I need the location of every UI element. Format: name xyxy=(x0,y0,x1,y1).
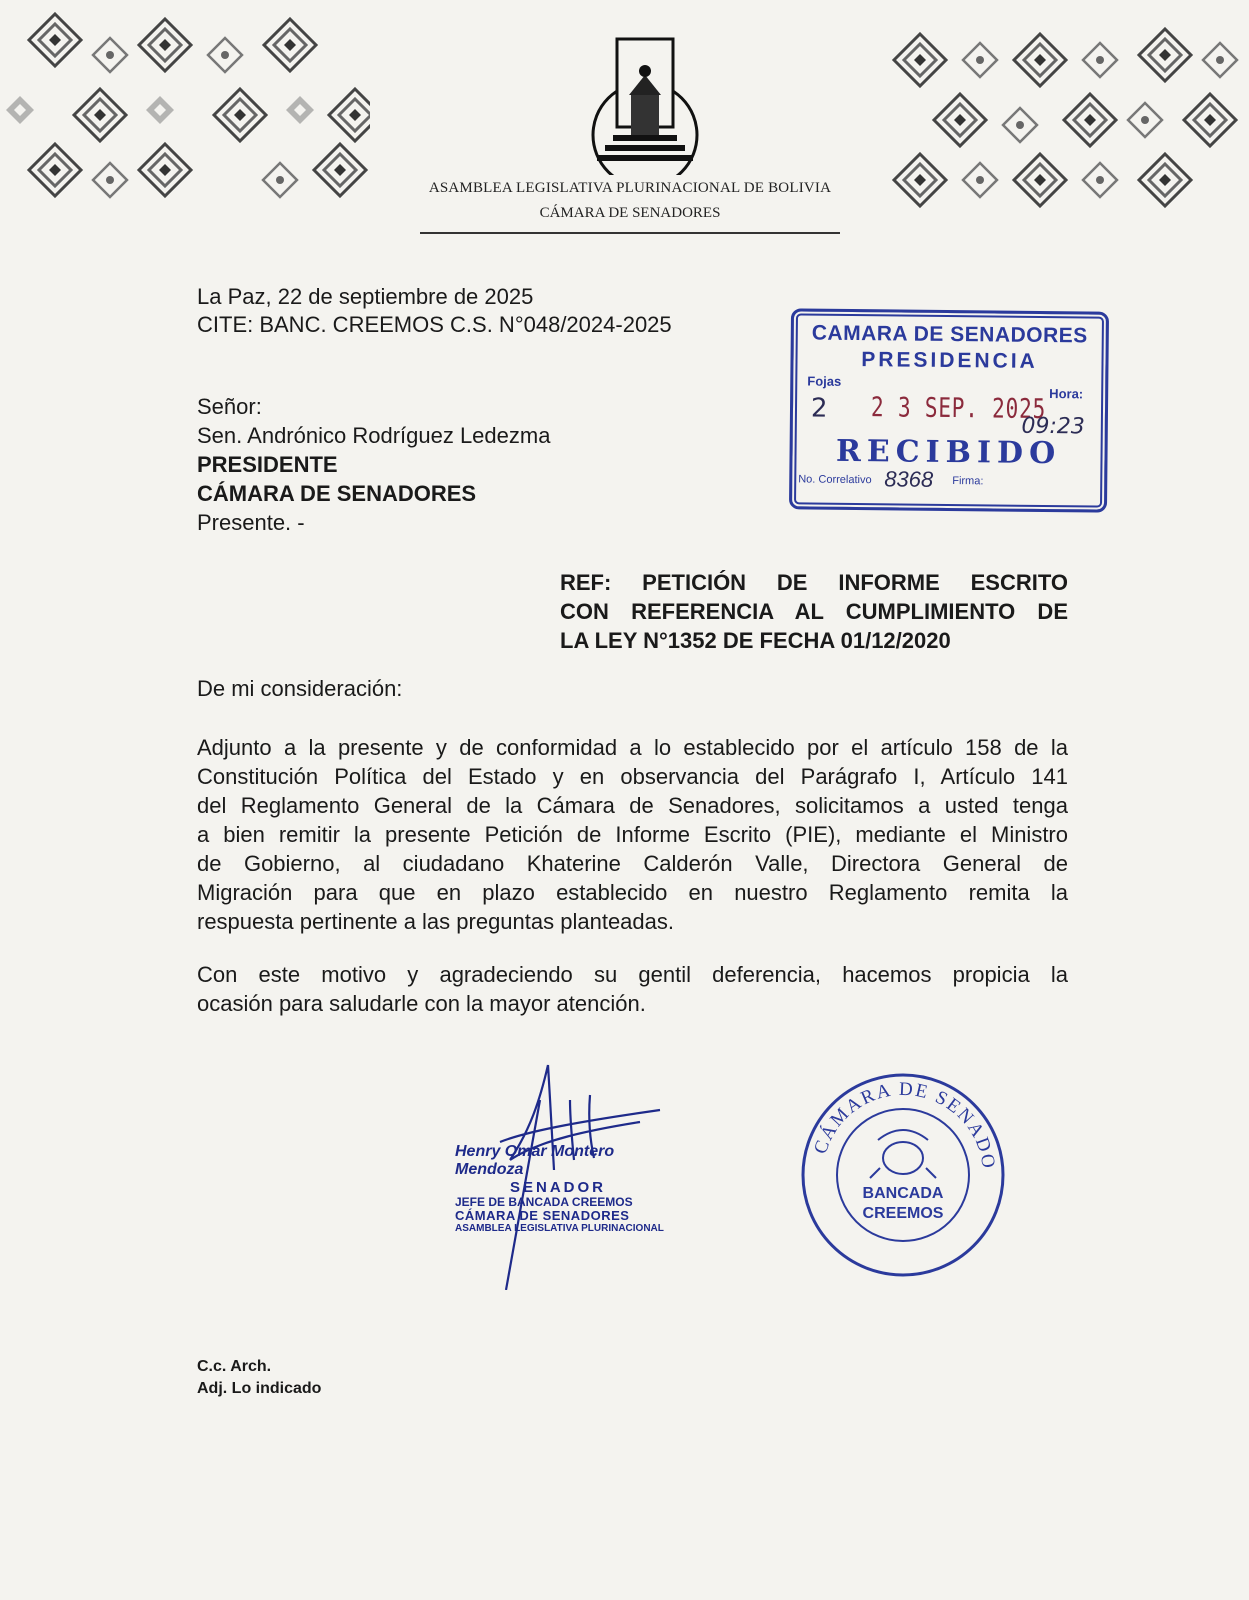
round-stamp-center-line2: CREEMOS xyxy=(862,1205,944,1222)
header-pattern-left xyxy=(0,0,370,230)
closing-line: Con este motivo y agradeciendo su gentil deferencia, hacemos propicia la xyxy=(197,962,1068,987)
reference-line-3: LA LEY N°1352 DE FECHA 01/12/2020 xyxy=(560,628,951,653)
place-date: La Paz, 22 de septiembre de 2025 xyxy=(197,284,534,309)
cc-note: C.c. Arch. xyxy=(197,1358,272,1375)
recipient-title: PRESIDENTE xyxy=(197,452,338,477)
stamp-fojas-value: 2 xyxy=(810,393,828,424)
stamp-chamber: CAMARA DE SENADORES xyxy=(811,321,1088,348)
signer-assembly: ASAMBLEA LEGISLATIVA PLURINACIONAL xyxy=(455,1223,664,1234)
body-line: Constitución Política del Estado y en observancia del Parágrafo I, Artículo 141 xyxy=(197,764,1068,789)
signer-role: SENADOR xyxy=(510,1179,607,1196)
body-line: de Gobierno, al ciudadano Khaterine Calderón Valle, Directora General de xyxy=(197,851,1068,876)
presente: Presente. - xyxy=(197,510,305,535)
stamp-firma-label: Firma: xyxy=(952,475,984,488)
chamber-name: CÁMARA DE SENADORES xyxy=(539,205,721,221)
body-paragraph xyxy=(197,733,1068,936)
stamp-presidency: PRESIDENCIA xyxy=(861,348,1038,373)
legislative-emblem xyxy=(585,35,705,175)
salutation: Señor: xyxy=(197,394,262,419)
cite-reference: CITE: BANC. CREEMOS C.S. N°048/2024-2025 xyxy=(197,312,672,337)
attachment-note: Adj. Lo indicado xyxy=(197,1380,322,1397)
bancada-round-stamp xyxy=(798,1070,1008,1280)
header-pattern-right xyxy=(880,0,1249,230)
closing-paragraph xyxy=(197,960,1068,1018)
body-line: a bien remitir la presente Petición de Informe Escrito (PIE), mediante el Ministro xyxy=(197,822,1068,847)
header-divider xyxy=(420,232,840,234)
signature-block xyxy=(455,1143,675,1235)
signer-name: Henry Omar Montero Mendoza xyxy=(455,1143,615,1178)
reference-block xyxy=(560,568,1068,655)
stamp-correlativo-label: No. Correlativo xyxy=(798,473,872,487)
body-line: Adjunto a la presente y de conformidad a lo establecido por el artículo 158 de la xyxy=(197,735,1068,760)
received-stamp xyxy=(789,308,1109,512)
svg-text:CÁMARA DE SENADORES xyxy=(798,1070,999,1171)
recipient-name: Sen. Andrónico Rodríguez Ledezma xyxy=(197,423,551,448)
greeting: De mi consideración: xyxy=(197,676,403,701)
stamp-recibido: RECIBIDO xyxy=(835,433,1062,472)
stamp-hora-label: Hora: xyxy=(1049,386,1084,402)
body-line: Migración para que en plazo establecido en nuestro Reglamento remita la xyxy=(197,880,1068,905)
stamp-date: 2 3 SEP. 2025 xyxy=(870,392,1047,426)
signer-chamber: CÁMARA DE SENADORES xyxy=(455,1208,630,1223)
body-line: respuesta pertinente a las preguntas planteadas. xyxy=(197,909,674,934)
reference-line-2: CON REFERENCIA AL CUMPLIMIENTO DE xyxy=(560,599,1068,624)
recipient-chamber: CÁMARA DE SENADORES xyxy=(197,481,477,506)
signer-position: JEFE DE BANCADA CREEMOS xyxy=(455,1195,633,1209)
stamp-correlativo-value: 8368 xyxy=(884,466,934,492)
round-stamp-center-line1: BANCADA xyxy=(862,1185,944,1202)
round-stamp-ring-text: CÁMARA DE SENADO xyxy=(810,1078,1000,1172)
reference-line-1: REF: PETICIÓN DE INFORME ESCRITO xyxy=(560,570,1068,595)
stamp-fojas-label: Fojas xyxy=(807,373,842,389)
body-line: del Reglamento General de la Cámara de Senadores, solicitamos a usted tenga xyxy=(197,793,1068,818)
bolivia-shield-icon xyxy=(870,1130,936,1178)
closing-line: ocasión para saludarle con la mayor atención. xyxy=(197,991,646,1016)
stamp-time: 09:23 xyxy=(1021,413,1085,440)
institution-name: ASAMBLEA LEGISLATIVA PLURINACIONAL DE BOLIVIA xyxy=(428,180,832,196)
